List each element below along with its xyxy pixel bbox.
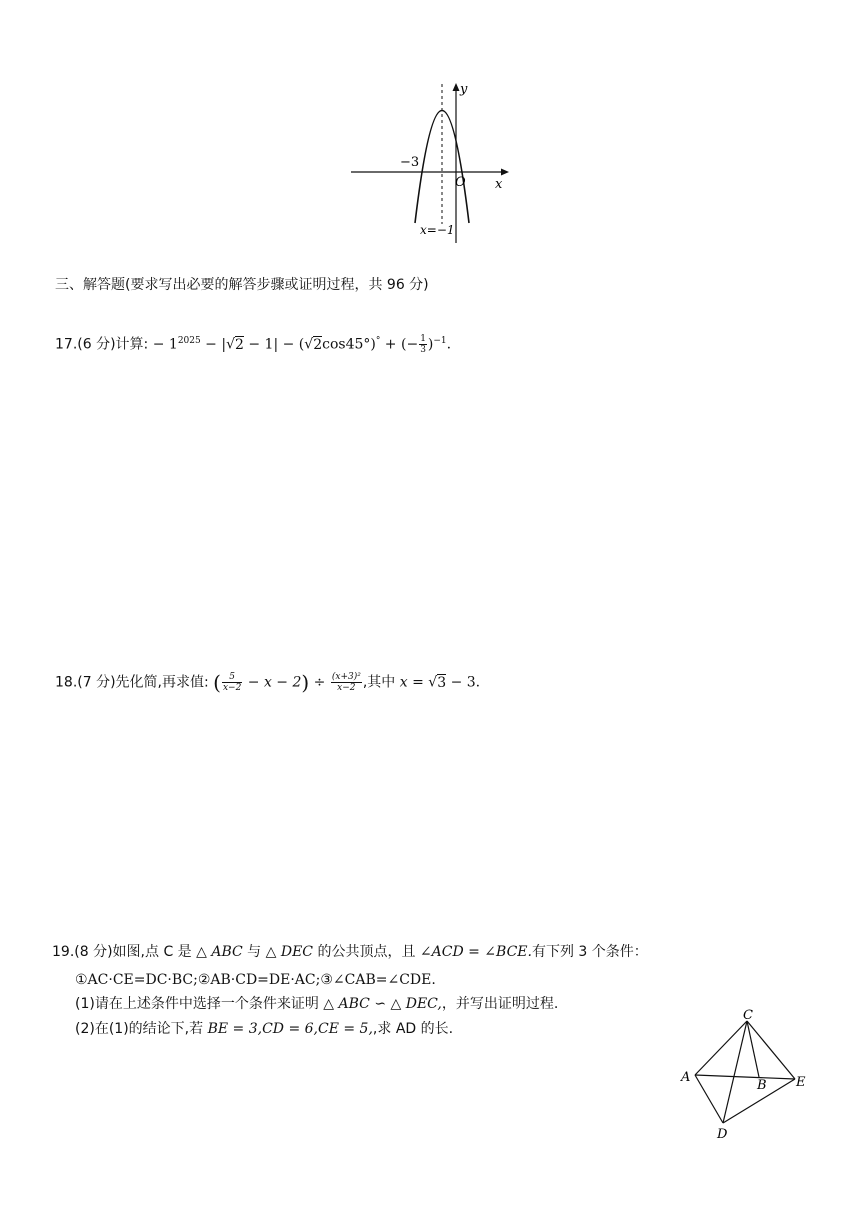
- q17-prefix: 17.(6 分)计算:: [55, 336, 149, 353]
- q18-frac2-den: x−2: [337, 683, 356, 693]
- question-19-line-3: [75, 994, 558, 1014]
- label-b: B: [757, 1078, 767, 1093]
- q18-fraction-2: [331, 672, 362, 693]
- q18-frac1-num: 5: [222, 672, 242, 683]
- y-label: y: [460, 82, 468, 97]
- root-label: −3: [400, 155, 420, 170]
- q18-frac1-den: x−2: [222, 683, 242, 693]
- parabola-figure: [345, 78, 515, 248]
- q18-mid2: ,其中: [362, 674, 396, 691]
- section-header: 三、解答题(要求写出必要的解答步骤或证明过程，共 96 分): [55, 277, 429, 293]
- q17-sqrt-2a: 2: [235, 336, 244, 353]
- q19-text-c: 的公共顶点，且: [317, 944, 416, 960]
- q17-term5: + (−: [380, 336, 419, 353]
- q17-fraction: [419, 334, 427, 355]
- q18-open-paren: (: [213, 670, 221, 695]
- triangle-diagram: [675, 1005, 815, 1145]
- q18-close-paren: ): [301, 670, 310, 695]
- q18-divide: ÷: [309, 674, 330, 691]
- q19-text-a: 19.(8 分)如图,点 C 是: [52, 944, 192, 960]
- origin-label: O: [455, 175, 466, 190]
- question-18: 18.(7 分)先化简,再求值: ( $\frac{5}{x-2}$ − x − 2) ÷ $\frac{\text{(x+3)²}}{x-2}$ ,其中 x = √3 − 3.: [55, 670, 481, 695]
- label-d: D: [717, 1127, 728, 1142]
- q18-mid1: − x − 2: [243, 674, 302, 691]
- q18-tail: − 3.: [446, 674, 481, 691]
- question-19-line-4: [75, 1019, 453, 1039]
- label-c: C: [743, 1008, 753, 1023]
- question-19-line-2: ①AC·CE=DC·BC;②AB·CD=DE·AC;③∠CAB=∠CDE.: [75, 972, 436, 988]
- y-axis-arrow-icon: [453, 83, 460, 91]
- q17-exp-2025: 2025: [177, 336, 201, 346]
- x-axis-arrow-icon: [501, 169, 509, 176]
- symmetry-axis-label: x=−1: [420, 223, 455, 237]
- q17-exp-neg1: −1: [433, 336, 447, 346]
- q17-term2: − |: [200, 336, 227, 353]
- q19-part1-tail: ，并写出证明过程.: [441, 996, 559, 1012]
- q17-term4: cos45°): [322, 336, 376, 353]
- q19-part1-text: (1)请在上述条件中选择一个条件来证明: [75, 996, 319, 1012]
- q17-degree: °: [375, 336, 381, 346]
- q19-angle-eq: ∠ACD = ∠BCE.: [415, 944, 532, 960]
- q19-text-b: 与: [247, 944, 262, 960]
- parabola-graph: [345, 78, 515, 248]
- x-label: x: [495, 177, 503, 192]
- q17-term1: − 1: [152, 336, 178, 353]
- q17-frac-num: 1: [420, 334, 426, 345]
- q17-term6: ): [427, 336, 434, 353]
- q17-frac-den: 3: [420, 345, 426, 356]
- geometry-figure: [675, 1005, 815, 1145]
- q18-sqrt-3: 3: [437, 674, 447, 691]
- label-e: E: [796, 1075, 806, 1090]
- q19-tri-abc: △ ABC: [191, 944, 248, 960]
- q19-part2-text: (2)在(1)的结论下,若: [75, 1021, 204, 1037]
- q18-x-eq: x =: [395, 674, 429, 691]
- question-17: 17.(6 分)计算: − $1^{2025} - |√2 - 1| - (√2\cos 45^\circ)^\circ$ + (− $\frac{1}{3}$ )$^{-1}$.: [55, 334, 452, 356]
- triangle-edges: [695, 1021, 795, 1123]
- q17-sqrt-2b: 2: [313, 336, 323, 353]
- q17-end: .: [446, 336, 452, 353]
- q18-frac2-num: (x+3)²: [331, 672, 361, 682]
- q19-text-d: 有下列 3 个条件：: [531, 944, 648, 960]
- q17-term3: − 1| − (: [243, 336, 305, 353]
- label-a: A: [681, 1070, 691, 1085]
- question-19-line-1: [52, 942, 648, 962]
- q19-part2-values: BE = 3,CD = 6,CE = 5,: [203, 1021, 373, 1037]
- q19-tri-dec: △ DEC: [261, 944, 318, 960]
- q18-prefix: 18.(7 分)先化简,再求值:: [55, 674, 209, 691]
- q19-part2-tail: ,求 AD 的长.: [372, 1021, 454, 1037]
- q19-part1-similar: △ ABC ∽ △ DEC,: [318, 996, 442, 1012]
- q18-fraction-1: [222, 672, 242, 693]
